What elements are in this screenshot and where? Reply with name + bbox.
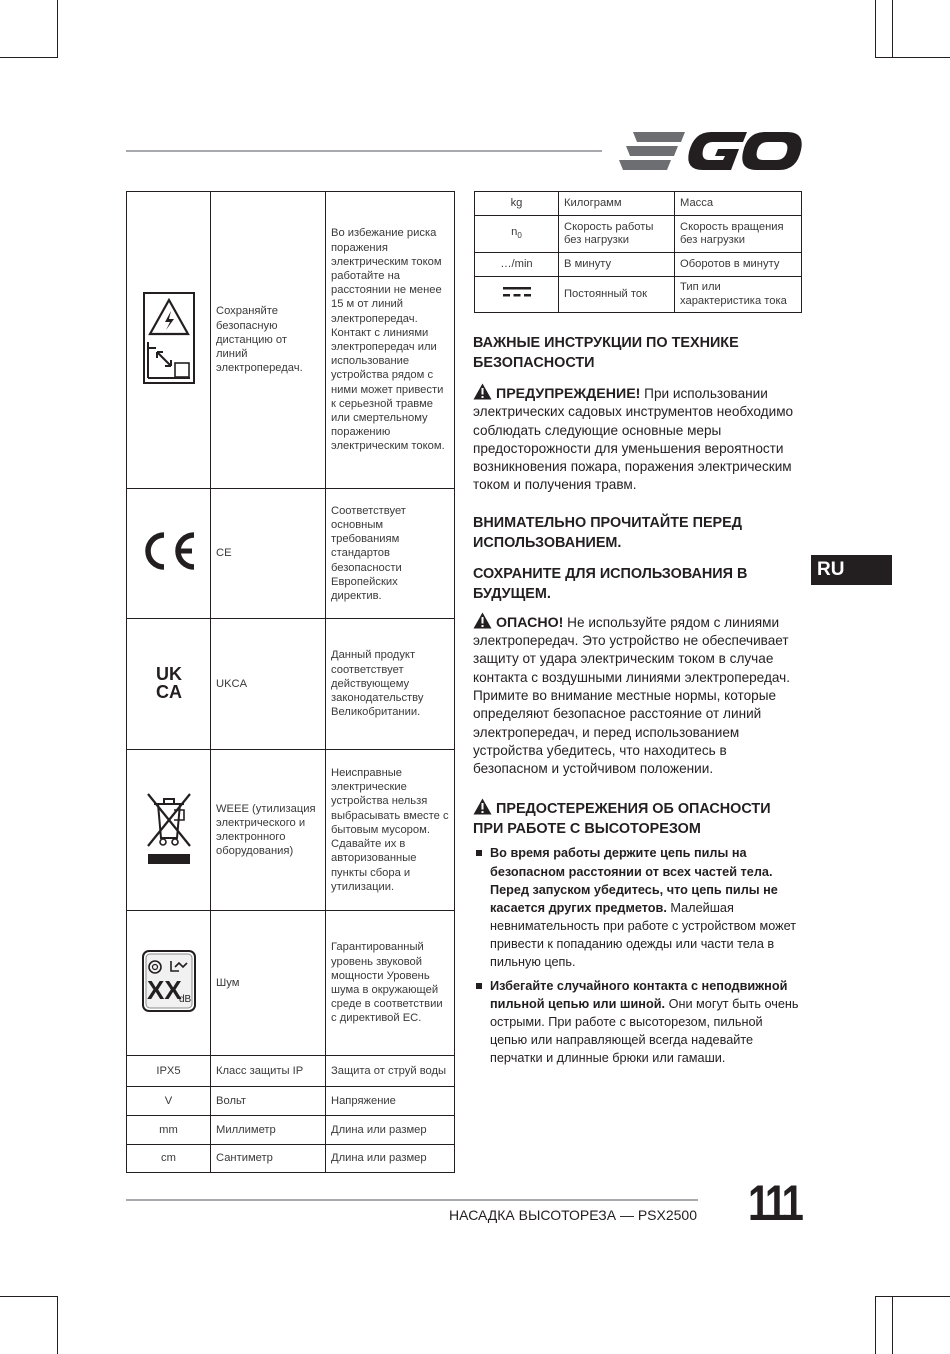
symbol-term: Шум xyxy=(211,911,326,1056)
unit-term: Постоянный ток xyxy=(559,277,675,313)
crop-mark xyxy=(892,1296,893,1354)
heading-read-before-use: ВНИМАТЕЛЬНО ПРОЧИТАЙТЕ ПЕРЕД ИСПОЛЬЗОВАНИЕМ. xyxy=(473,514,743,551)
table-row xyxy=(127,1145,455,1173)
danger-label: ОПАСНО! xyxy=(496,614,564,631)
warning-paragraph xyxy=(473,383,803,495)
symbols-table xyxy=(126,191,455,1173)
unit-symbol-main: n xyxy=(511,225,518,238)
symbol-term: Сохраняйте безопасную дистанцию от линий электропередач. xyxy=(211,192,326,489)
symbol-description: Соответствует основным требованиям стандартов безопасности Европейских директив. xyxy=(326,489,455,619)
symbol-term: UKCA xyxy=(211,619,326,750)
crop-mark xyxy=(892,0,893,58)
symbol-term: Класс защиты IP xyxy=(211,1056,326,1087)
crop-mark xyxy=(57,0,58,58)
list-item xyxy=(473,844,803,971)
crop-mark xyxy=(57,1296,58,1354)
warning-triangle-icon xyxy=(473,612,492,629)
language-tab: RU xyxy=(811,555,892,585)
crop-mark xyxy=(875,1296,876,1354)
unit-term: Килограмм xyxy=(559,192,675,216)
symbol-description: Гарантированный уровень звуковой мощности Уровень шума в окружающей среде в соответствии с директивой ЕС. xyxy=(326,911,455,1056)
table-row xyxy=(475,216,802,253)
unit-term: Скорость работы без нагрузки xyxy=(559,216,675,253)
unit-symbol-subscript: 0 xyxy=(517,230,522,240)
symbol-abbreviation: V xyxy=(127,1087,211,1116)
unit-description: Оборотов в минуту xyxy=(675,253,802,277)
symbol-term: Сантиметр xyxy=(211,1145,326,1173)
svg-text:UK: UK xyxy=(155,663,182,684)
page-number: 111 xyxy=(748,1175,801,1231)
crop-mark xyxy=(0,57,58,58)
symbol-description: Длина или размер xyxy=(326,1145,455,1173)
table-row xyxy=(127,489,455,619)
ukca-mark-icon xyxy=(151,664,187,700)
symbol-term: Вольт xyxy=(211,1087,326,1116)
crop-mark xyxy=(0,1296,58,1297)
header-rule xyxy=(126,150,602,152)
symbol-cell xyxy=(127,619,211,750)
warning-triangle-icon xyxy=(473,798,492,815)
warning-label: ПРЕДУПРЕЖДЕНИЕ! xyxy=(496,386,641,402)
symbol-cell xyxy=(127,911,211,1056)
table-row xyxy=(127,619,455,750)
svg-text:CA: CA xyxy=(155,681,182,700)
pruner-hazard-list xyxy=(473,844,803,1067)
list-item xyxy=(473,977,803,1067)
crop-mark xyxy=(875,1296,950,1297)
weee-crossed-bin-icon xyxy=(144,790,194,866)
table-row xyxy=(127,1116,455,1145)
svg-text:dB: dB xyxy=(178,993,191,1005)
symbol-abbreviation: IPX5 xyxy=(127,1056,211,1087)
unit-term: В минуту xyxy=(559,253,675,277)
symbol-cell xyxy=(127,750,211,911)
table-row xyxy=(475,192,802,216)
symbol-term: WEEE (утилизация электрического и электронного оборудования) xyxy=(211,750,326,911)
units-table xyxy=(474,191,802,313)
danger-text: Не используйте рядом с линиями электропередач. Это устройство не обеспечивает защиту от удара электрическим током в случае контакта с воздушными линиями электропередач. Примите во внимание местные нормы, которые определяют безопасное расстояние от линий электропередач, и перед использованием устройства убедитесь, что находитесь в безопасном и устойчивом положении. xyxy=(473,614,790,777)
table-row xyxy=(127,750,455,911)
symbol-term: Миллиметр xyxy=(211,1116,326,1145)
table-row xyxy=(475,253,802,277)
symbol-cell xyxy=(127,192,211,489)
symbol-description: Во избежание риска поражения электрическим током работайте на расстоянии не менее 15 м от линий электропередач. Контакт с линиями электропередач или использование устройства рядом с ними может привести к серьезной травме или смертельному поражению электрическим током. xyxy=(326,192,455,489)
symbol-description: Длина или размер xyxy=(326,1116,455,1145)
heading-pruner-hazards xyxy=(473,798,803,839)
ego-logo xyxy=(615,128,803,174)
symbol-abbreviation: cm xyxy=(127,1145,211,1173)
sound-power-level-icon xyxy=(141,949,197,1013)
symbol-description: Неисправные электрические устройства нельзя выбрасывать вместе с бытовым мусором. Сдавайте их в авторизованные пункты сбора и утилизации. xyxy=(326,750,455,911)
unit-symbol: …/min xyxy=(475,253,559,277)
unit-description: Скорость вращения без нагрузки xyxy=(675,216,802,253)
warning-triangle-icon xyxy=(473,383,492,400)
unit-description: Масса xyxy=(675,192,802,216)
overhead-power-line-warning-icon xyxy=(143,292,195,384)
safety-instructions xyxy=(473,333,803,1068)
footer-title: НАСАДКА ВЫСОТОРЕЗА — PSX2500 xyxy=(449,1207,697,1223)
crop-mark xyxy=(875,57,950,58)
list-item-text: Они могут быть очень острыми. При работе с высоторезом, пильной цепью или направляющей всегда надевайте перчатки и длинные брюки или гамаши. xyxy=(490,997,799,1066)
symbol-term: CE xyxy=(211,489,326,619)
warning-text: При использовании электрических садовых инструментов необходимо соблюдать следующие основные меры предосторожности для уменьшения вероятности возникновения пожара, поражения электрическим током и получения травм. xyxy=(473,386,794,493)
ce-mark-icon xyxy=(140,531,198,571)
table-row xyxy=(127,1056,455,1087)
unit-symbol: kg xyxy=(475,192,559,216)
symbol-description: Защита от струй воды xyxy=(326,1056,455,1087)
crop-mark xyxy=(875,0,876,58)
footer-rule xyxy=(126,1199,698,1201)
list-item-text: Малейшая невнимательность при работе с устройством может привести к попаданию одежды или части тела в пильную цепь. xyxy=(490,900,797,970)
list-item-bold: Во время работы держите цепь пилы на безопасном расстоянии от всех частей тела. Перед запуском убедитесь, что цепь пилы не касается других предметов. xyxy=(490,846,778,915)
list-item-bold: Избегайте случайного контакта с неподвижной пильной цепью или шиной. xyxy=(490,979,788,1012)
symbol-description: Напряжение xyxy=(326,1087,455,1116)
unit-symbol xyxy=(475,216,559,253)
symbol-description: Данный продукт соответствует действующему законодательству Великобритании. xyxy=(326,619,455,750)
unit-description: Тип или характеристика тока xyxy=(675,277,802,313)
direct-current-icon xyxy=(502,286,532,298)
heading-pruner-hazards-text: ПРЕДОСТЕРЕЖЕНИЯ ОБ ОПАСНОСТИ ПРИ РАБОТЕ С ВЫСОТОРЕЗОМ xyxy=(473,801,771,838)
symbol-cell xyxy=(127,489,211,619)
heading-save-for-future: СОХРАНИТЕ ДЛЯ ИСПОЛЬЗОВАНИЯ В БУДУЩЕМ. xyxy=(473,565,748,602)
table-row xyxy=(475,277,802,313)
heading-safety: ВАЖНЫЕ ИНСТРУКЦИИ ПО ТЕХНИКЕ БЕЗОПАСНОСТИ xyxy=(473,335,739,371)
svg-text:XX: XX xyxy=(146,974,182,1005)
table-row xyxy=(127,1087,455,1116)
table-row xyxy=(127,911,455,1056)
unit-symbol xyxy=(475,277,559,313)
symbol-abbreviation: mm xyxy=(127,1116,211,1145)
danger-paragraph xyxy=(473,612,803,779)
table-row xyxy=(127,192,455,489)
